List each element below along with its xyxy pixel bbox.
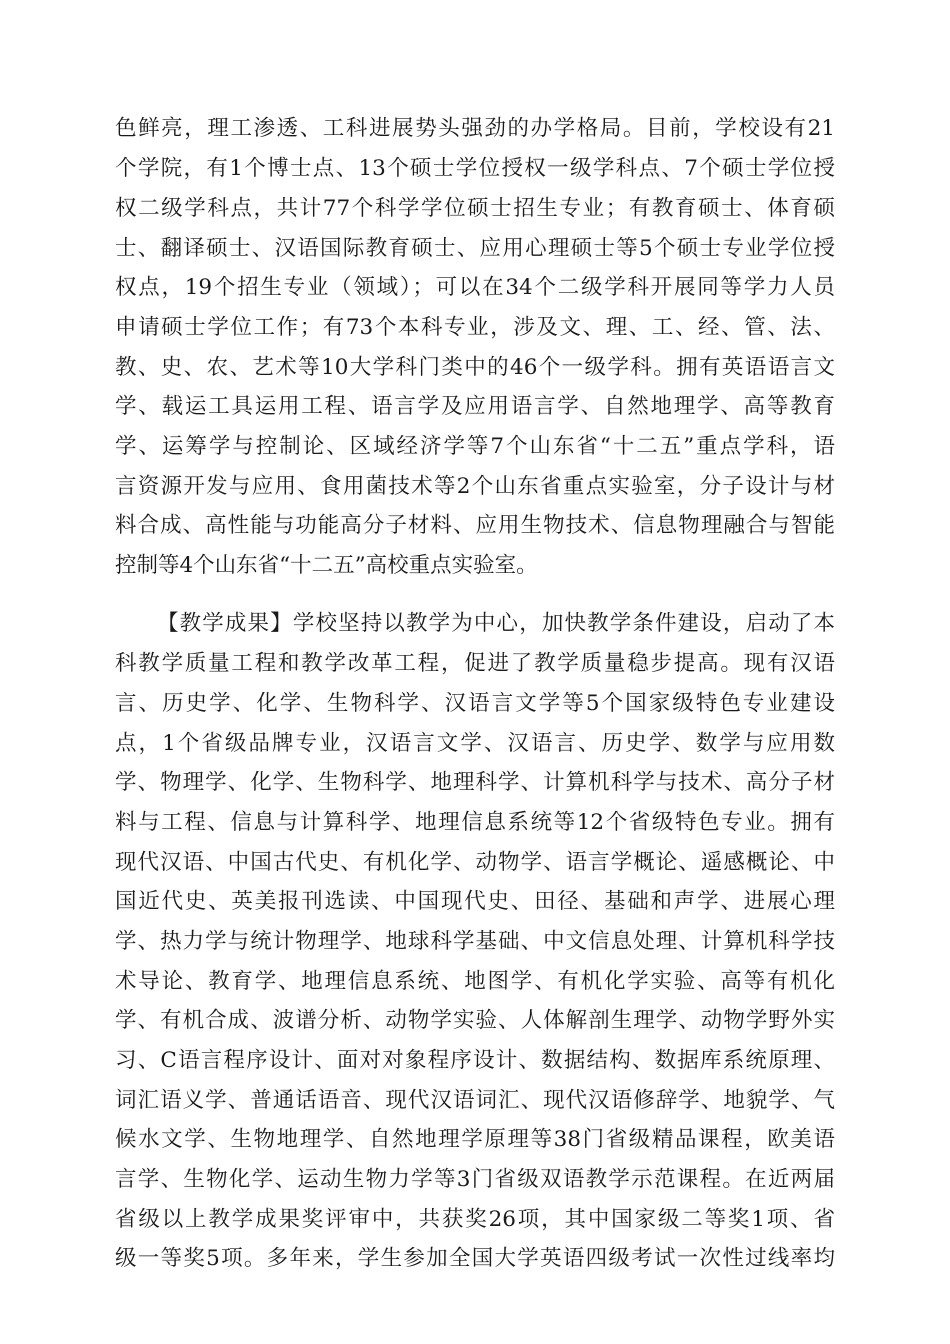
paragraph-2-line: 科教学质量工程和教学改革工程，促进了教学质量稳步提高。现有汉语 bbox=[115, 651, 835, 676]
paragraph-1-line: 料合成、高性能与功能高分子材料、应用生物技术、信息物理融合与智能 bbox=[115, 513, 835, 538]
paragraph-1-line: 学、运筹学与控制论、区域经济学等7个山东省“十二五”重点学科，语 bbox=[115, 434, 835, 459]
paragraph-1-line: 申请硕士学位工作；有73个本科专业，涉及文、理、工、经、管、法、 bbox=[115, 315, 835, 340]
paragraph-2-line: 习、C语言程序设计、面对对象程序设计、数据结构、数据库系统原理、 bbox=[115, 1048, 835, 1073]
paragraph-2-line: 术导论、教育学、地理信息系统、地图学、有机化学实验、高等有机化 bbox=[115, 969, 835, 994]
paragraph-2-line: 言、历史学、化学、生物科学、汉语言文学等5个国家级特色专业建设 bbox=[115, 691, 835, 716]
paragraph-1-line: 言资源开发与应用、食用菌技术等2个山东省重点实验室，分子设计与材 bbox=[115, 474, 835, 499]
paragraph-2-line: 级一等奖5项。多年来，学生参加全国大学英语四级考试一次性过线率均 bbox=[115, 1246, 835, 1271]
paragraph-1-line: 个学院，有1个博士点、13个硕士学位授权一级学科点、7个硕士学位授 bbox=[115, 156, 835, 181]
paragraph-1-line: 色鲜亮，理工渗透、工科进展势头强劲的办学格局。目前，学校设有21 bbox=[115, 116, 835, 141]
paragraph-1-line: 士、翻译硕士、汉语国际教育硕士、应用心理硕士等5个硕士专业学位授 bbox=[115, 236, 835, 261]
paragraph-2-line: 候水文学、生物地理学、自然地理学原理等38门省级精品课程，欧美语 bbox=[115, 1127, 835, 1152]
paragraph-2-line: 言学、生物化学、运动生物力学等3门省级双语教学示范课程。在近两届 bbox=[115, 1167, 835, 1192]
paragraph-1-line: 控制等4个山东省“十二五”高校重点实验室。 bbox=[115, 553, 538, 578]
paragraph-2-line: 国近代史、英美报刊选读、中国现代史、田径、基础和声学、进展心理 bbox=[115, 889, 835, 914]
paragraph-2-line: 省级以上教学成果奖评审中，共获奖26项，其中国家级二等奖1项、省 bbox=[115, 1207, 835, 1232]
paragraph-2-line: 现代汉语、中国古代史、有机化学、动物学、语言学概论、遥感概论、中 bbox=[115, 850, 835, 875]
paragraph-1-line: 学、载运工具运用工程、语言学及应用语言学、自然地理学、高等教育 bbox=[115, 394, 835, 419]
paragraph-2-line: 料与工程、信息与计算科学、地理信息系统等12个省级特色专业。拥有 bbox=[115, 810, 835, 835]
paragraph-2-line: 【教学成果】学校坚持以教学为中心，加快教学条件建设，启动了本 bbox=[157, 611, 835, 636]
paragraph-2-line: 学、热力学与统计物理学、地球科学基础、中文信息处理、计算机科学技 bbox=[115, 929, 835, 954]
paragraph-1-line: 权二级学科点，共计77个科学学位硕士招生专业；有教育硕士、体育硕 bbox=[115, 196, 835, 221]
paragraph-2-line: 学、有机合成、波谱分析、动物学实验、人体解剖生理学、动物学野外实 bbox=[115, 1008, 835, 1033]
paragraph-1-line: 权点，19个招生专业（领域）；可以在34个二级学科开展同等学力人员 bbox=[115, 275, 835, 300]
paragraph-1-line: 教、史、农、艺术等10大学科门类中的46个一级学科。拥有英语语言文 bbox=[115, 355, 835, 380]
paragraph-2-line: 词汇语义学、普通话语音、现代汉语词汇、现代汉语修辞学、地貌学、气 bbox=[115, 1088, 835, 1113]
paragraph-2-line: 点，1个省级品牌专业，汉语言文学、汉语言、历史学、数学与应用数 bbox=[115, 731, 835, 756]
paragraph-2-line: 学、物理学、化学、生物科学、地理科学、计算机科学与技术、高分子材 bbox=[115, 770, 835, 795]
